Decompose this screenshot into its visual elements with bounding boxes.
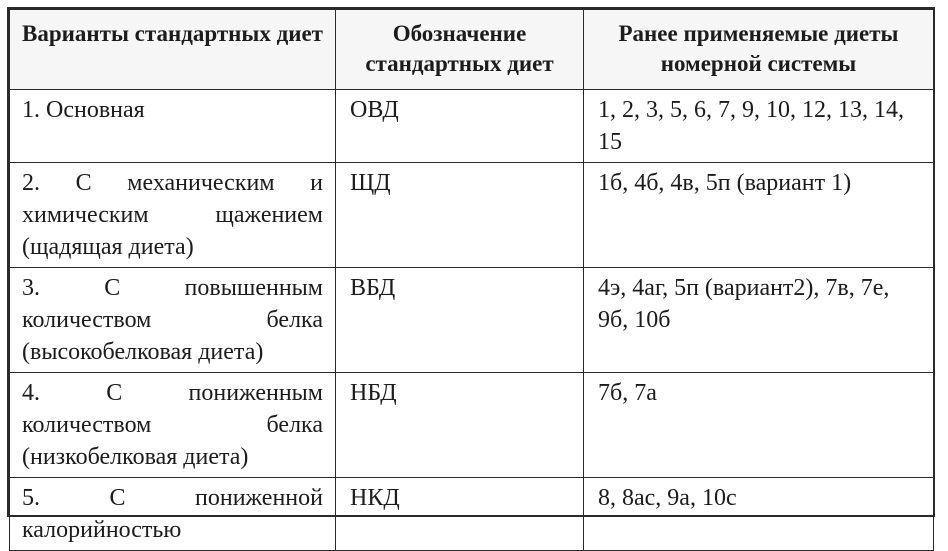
designation-cell: НБД	[336, 373, 584, 478]
table-row	[10, 163, 934, 268]
previous-diets-cell: 7б, 7а	[584, 373, 934, 478]
header-previous-diets: Ранее применяемые диеты номерной системы	[584, 10, 934, 90]
previous-diets-cell: 1, 2, 3, 5, 6, 7, 9, 10, 12, 13, 14, 15	[584, 90, 934, 163]
table-row	[10, 478, 934, 551]
previous-diets-cell: 8, 8ас, 9а, 10с	[584, 478, 934, 551]
variant-cell: 3. С повышенным количеством белка (высокобелковая диета)	[10, 268, 336, 373]
table-row	[10, 373, 934, 478]
variant-cell: 1. Основная	[10, 90, 336, 163]
table-row	[10, 268, 934, 373]
table-header-row	[10, 10, 934, 90]
table-row	[10, 90, 934, 163]
designation-cell: НКД	[336, 478, 584, 551]
designation-cell: ЩД	[336, 163, 584, 268]
previous-diets-cell: 1б, 4б, 4в, 5п (вариант 1)	[584, 163, 934, 268]
designation-cell: ОВД	[336, 90, 584, 163]
variant-cell: 4. С пониженным количеством белка (низкобелковая диета)	[10, 373, 336, 478]
diet-table-frame	[7, 7, 935, 543]
designation-cell: ВБД	[336, 268, 584, 373]
diet-table	[9, 9, 934, 551]
variant-cell: 2. С механическим и химическим щажением (щадящая диета)	[10, 163, 336, 268]
header-variants: Варианты стандартных диет	[10, 10, 336, 90]
variant-cell: 5. С пониженной калорийностью	[10, 478, 336, 551]
header-designation: Обозначение стандартных диет	[336, 10, 584, 90]
previous-diets-cell: 4э, 4аг, 5п (вариант2), 7в, 7е, 9б, 10б	[584, 268, 934, 373]
